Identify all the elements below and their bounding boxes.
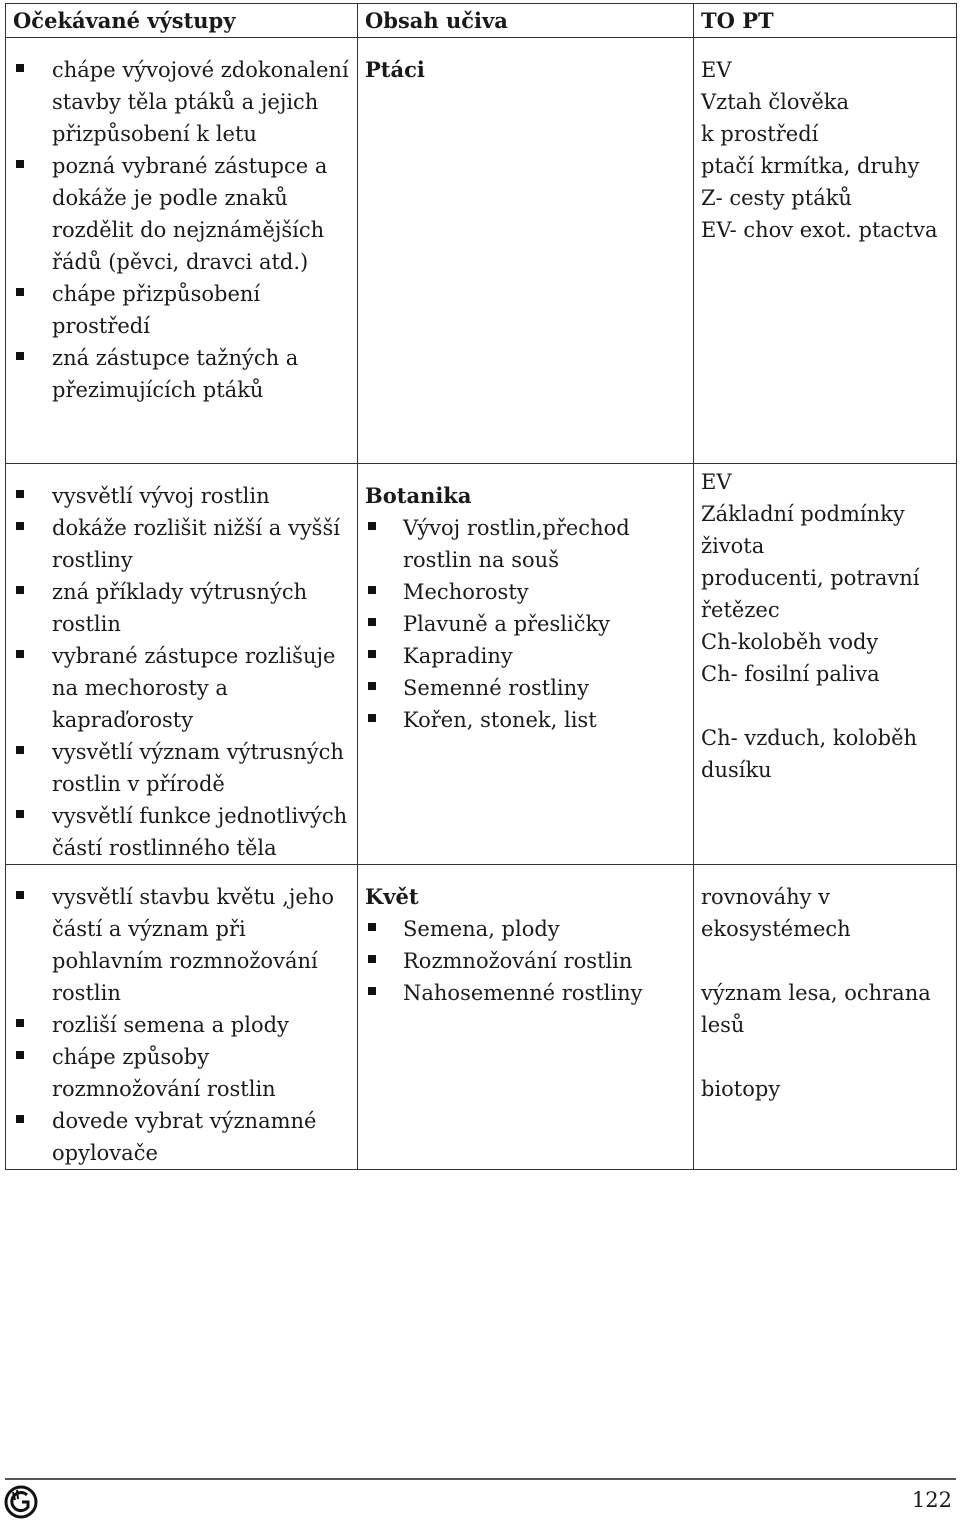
list-item: Semenné rostliny xyxy=(365,672,686,704)
topt-line: ptačí krmítka, druhy xyxy=(701,154,920,178)
topt-line: Vztah člověka k prostředí xyxy=(701,90,850,146)
content-title: Ptáci xyxy=(365,57,425,82)
spacer xyxy=(701,945,941,977)
topt-line: Ch- vzduch, koloběh dusíku xyxy=(701,726,918,782)
list-item: Vývoj rostlin,přechod rostlin na souš xyxy=(365,512,686,576)
list-item: vysvětlí vývoj rostlin xyxy=(13,480,350,512)
topt-line: Ch-koloběh vody xyxy=(701,630,879,654)
topt-cell xyxy=(694,865,957,1170)
content-cell xyxy=(358,865,694,1170)
list-item: vysvětlí význam výtrusných rostlin v přírodě xyxy=(13,736,350,800)
list-item: Nahosemenné rostliny xyxy=(365,977,686,1009)
list-item: rozliší semena a plody xyxy=(13,1009,350,1041)
footer-divider xyxy=(5,1478,956,1480)
topt-line: EV xyxy=(701,58,732,82)
table-row xyxy=(6,38,957,464)
content-cell xyxy=(358,38,694,464)
list-item: zná příklady výtrusných rostlin xyxy=(13,576,350,640)
topt-line: EV xyxy=(701,470,732,494)
list-item: pozná vybrané zástupce a dokáže je podle znaků rozdělit do nejznámějších řádů (pěvci, dravci atd.) xyxy=(13,150,350,278)
list-item: Semena, plody xyxy=(365,913,686,945)
topt-line: producenti, potravní řetězec xyxy=(701,566,920,622)
list-item: Kapradiny xyxy=(365,640,686,672)
table-row xyxy=(6,464,957,865)
topt-line: Ch- fosilní paliva xyxy=(701,662,880,686)
topt-cell xyxy=(694,38,957,464)
list-item: zná zástupce tažných a přezimujících ptáků xyxy=(13,342,350,406)
list-item: Plavuně a přesličky xyxy=(365,608,686,640)
curriculum-table xyxy=(5,3,957,1170)
outputs-cell xyxy=(6,865,358,1170)
list-item: vysvětlí funkce jednotlivých částí rostlinného těla xyxy=(13,800,350,864)
spacer xyxy=(701,1041,941,1073)
topt-line: Z- cesty ptáků xyxy=(701,186,852,210)
header-topt: TO PT xyxy=(694,4,957,38)
header-outputs: Očekávané výstupy xyxy=(6,4,358,38)
list-item: Rozmnožování rostlin xyxy=(365,945,686,977)
page-number: 122 xyxy=(911,1488,952,1512)
list-item: Mechorosty xyxy=(365,576,686,608)
table-row xyxy=(6,865,957,1170)
school-logo-icon xyxy=(3,1484,39,1520)
list-item: Kořen, stonek, list xyxy=(365,704,686,736)
list-item: chápe vývojové zdokonalení stavby těla ptáků a jejich přizpůsobení k letu xyxy=(13,54,350,150)
list-item: dovede vybrat významné opylovače xyxy=(13,1105,350,1169)
outputs-cell xyxy=(6,464,358,865)
topt-line: Základní podmínky života xyxy=(701,502,905,558)
table-header-row xyxy=(6,4,957,38)
spacer xyxy=(701,690,941,722)
content-title: Květ xyxy=(365,884,419,909)
topt-line: EV- chov exot. ptactva xyxy=(701,218,938,242)
topt-cell xyxy=(694,464,957,865)
topt-line: rovnováhy v ekosystémech xyxy=(701,885,851,941)
list-item: chápe přizpůsobení prostředí xyxy=(13,278,350,342)
content-title: Botanika xyxy=(365,483,472,508)
topt-line: význam lesa, ochrana lesů xyxy=(701,981,931,1037)
topt-line: biotopy xyxy=(701,1077,781,1101)
list-item: vybrané zástupce rozlišuje na mechorosty a kapraďorosty xyxy=(13,640,350,736)
list-item: chápe způsoby rozmnožování rostlin xyxy=(13,1041,350,1105)
header-content: Obsah učiva xyxy=(358,4,694,38)
content-cell xyxy=(358,464,694,865)
outputs-cell xyxy=(6,38,358,464)
list-item: dokáže rozlišit nižší a vyšší rostliny xyxy=(13,512,350,576)
list-item: vysvětlí stavbu květu ,jeho částí a význam při pohlavním rozmnožování rostlin xyxy=(13,881,350,1009)
